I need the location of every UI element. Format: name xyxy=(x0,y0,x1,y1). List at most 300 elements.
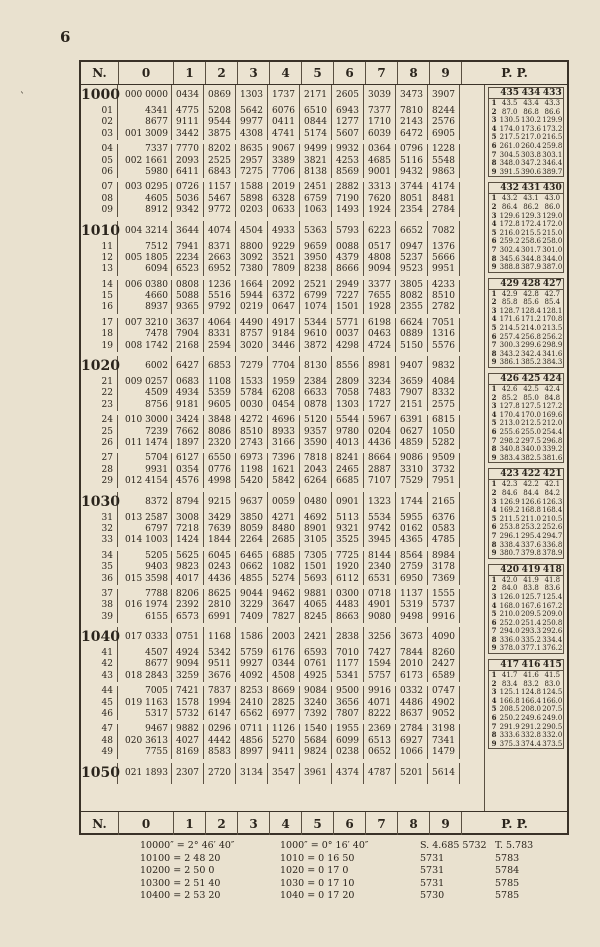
pp-value: 86.2 xyxy=(523,202,539,211)
pp-value: 129.9 xyxy=(542,116,563,125)
table-cell: 2384 xyxy=(304,377,327,388)
table-cell: 4298 xyxy=(336,340,359,351)
table-cell: 9610 xyxy=(304,329,327,340)
table-cell: 0633 xyxy=(272,205,295,216)
table-cell: 4508 xyxy=(272,670,295,681)
table-cell: 005 1805 xyxy=(125,252,168,263)
table-cell: 3424 xyxy=(176,415,199,426)
pp-index: 2 xyxy=(491,487,497,497)
n-cell: 27 xyxy=(101,453,113,464)
digit-column xyxy=(118,763,172,784)
table-cell: 4379 xyxy=(336,252,359,263)
digit-column xyxy=(428,144,460,178)
table-cell: 7396 xyxy=(272,453,295,464)
table-cell: 6991 xyxy=(208,611,231,622)
table-cell: 9544 xyxy=(208,117,231,128)
pp-head: 425 xyxy=(521,374,541,385)
s-value: 5730 xyxy=(420,890,445,901)
table-cell: 6815 xyxy=(432,415,455,426)
table-cell: 0776 xyxy=(208,464,231,475)
table-cell: 5757 xyxy=(368,670,391,681)
table-cell: 9523 xyxy=(400,264,423,275)
seconds-conversion: 10100 = 2 48 20 xyxy=(140,852,221,864)
digit-column xyxy=(118,415,172,449)
table-cell: 7218 xyxy=(176,523,199,534)
table-cell: 7409 xyxy=(240,611,263,622)
table-cell: 6127 xyxy=(176,453,199,464)
table-cell: 5576 xyxy=(432,340,455,351)
pp-value: 129.0 xyxy=(542,211,563,220)
pp-box-header xyxy=(489,469,563,480)
table-cell: 1594 xyxy=(368,659,391,670)
pp-value: 335.2 xyxy=(520,635,542,644)
digit-column xyxy=(268,221,300,242)
table-cell: 1737 xyxy=(272,90,295,100)
pp-box xyxy=(488,278,564,368)
digit-column xyxy=(172,513,204,547)
table-cell: 3234 xyxy=(368,377,391,388)
table-cell: 0203 xyxy=(240,205,263,216)
table-cell: 6510 xyxy=(304,106,327,116)
pp-value: 83.8 xyxy=(523,584,539,593)
table-cell: 8637 xyxy=(400,709,423,720)
table-row-group xyxy=(81,377,484,411)
pp-box xyxy=(488,373,564,463)
digit-column xyxy=(428,589,460,623)
table-cell: 8564 xyxy=(400,550,423,561)
table-cell: 8371 xyxy=(208,241,231,252)
pp-row xyxy=(489,246,563,255)
pp-value: 166.0 xyxy=(542,696,563,705)
table-body xyxy=(81,85,567,811)
pp-value: 344.8 xyxy=(520,254,542,263)
pp-index: 3 xyxy=(491,496,497,506)
digit-column xyxy=(236,106,268,140)
table-cell: 6391 xyxy=(400,415,423,426)
table-cell: 7951 xyxy=(432,476,455,487)
table-cell: 7305 xyxy=(304,550,327,561)
pp-value: 259.2 xyxy=(499,237,520,246)
digit-column xyxy=(396,686,428,720)
pp-index: 7 xyxy=(491,340,497,350)
pp-value: 387.9 xyxy=(520,263,542,272)
table-cell: 6977 xyxy=(272,709,295,720)
pp-index-spacer xyxy=(489,469,499,479)
pp-value: 301.7 xyxy=(520,245,542,254)
table-cell: 8480 xyxy=(272,523,295,534)
pp-value: 249.0 xyxy=(542,714,563,723)
table-cell: 7107 xyxy=(368,476,391,487)
pp-row xyxy=(489,125,563,134)
table-cell: 4808 xyxy=(368,252,391,263)
pp-value: 167.6 xyxy=(520,601,542,610)
table-cell: 1303 xyxy=(336,399,359,410)
table-cell: 8510 xyxy=(240,426,263,437)
table-cell: 1578 xyxy=(176,697,199,708)
table-cell: 1924 xyxy=(368,205,391,216)
table-cell: 6045 xyxy=(208,550,231,561)
table-cell: 6952 xyxy=(208,264,231,275)
pp-value: 296.1 xyxy=(499,531,520,540)
digit-column xyxy=(364,415,396,449)
table-cell: 2720 xyxy=(208,767,231,778)
table-cell: 2340 xyxy=(368,562,391,573)
table-cell: 8757 xyxy=(240,329,263,340)
pp-value: 126.9 xyxy=(499,497,520,506)
t-value: 5785 xyxy=(495,877,520,889)
pp-value: 290.5 xyxy=(542,722,563,731)
digit-column xyxy=(332,763,364,784)
digit-column xyxy=(364,106,396,140)
table-cell: 9181 xyxy=(176,399,199,410)
pp-value: 42.6 xyxy=(501,385,518,394)
n-column xyxy=(81,415,118,449)
pp-row xyxy=(489,445,563,454)
pp-index: 7 xyxy=(491,626,497,636)
table-cell: 6264 xyxy=(304,476,327,487)
table-cell: 3259 xyxy=(176,670,199,681)
table-cell: 3198 xyxy=(432,724,455,735)
pp-index: 3 xyxy=(491,305,497,315)
table-cell: 6465 xyxy=(240,550,263,561)
table-cell: 007 3210 xyxy=(125,317,168,328)
n-cell: 07 xyxy=(101,182,113,193)
pp-value: 85.6 xyxy=(523,298,539,307)
n-column xyxy=(81,513,118,547)
table-cell: 2165 xyxy=(432,496,455,507)
table-cell: 1063 xyxy=(304,205,327,216)
table-cell: 3821 xyxy=(304,155,327,166)
n-column xyxy=(81,453,118,487)
seconds-conversion: 10000″ = 2° 46′ 40″ xyxy=(140,840,235,851)
table-cell: 6112 xyxy=(336,573,359,584)
table-cell: 2392 xyxy=(176,600,199,611)
pp-row xyxy=(489,697,563,706)
n-column xyxy=(81,356,118,377)
digit-column xyxy=(332,182,364,216)
pp-value: 388.8 xyxy=(499,263,520,272)
digit-column xyxy=(428,106,460,140)
n-cell: 37 xyxy=(101,588,113,599)
pp-value: 215.5 xyxy=(520,228,542,237)
pp-value: 42.9 xyxy=(501,289,518,298)
pp-value: 41.5 xyxy=(544,671,561,680)
digit-column xyxy=(428,356,460,377)
pp-value: 85.2 xyxy=(501,393,518,402)
table-cell: 0711 xyxy=(240,724,263,735)
pp-value: 212.0 xyxy=(542,419,563,428)
n-cell: 48 xyxy=(101,735,113,746)
digit-column xyxy=(268,492,300,513)
n-cell: 28 xyxy=(101,464,113,475)
pp-row xyxy=(489,723,563,732)
digit-column xyxy=(172,182,204,216)
table-cell: 1157 xyxy=(208,182,231,193)
pp-value: 345.6 xyxy=(499,254,520,263)
pp-value: 214.5 xyxy=(499,324,520,333)
pp-value: 84.4 xyxy=(523,488,539,497)
pp-index: 4 xyxy=(491,219,497,229)
table-cell: 1126 xyxy=(272,724,295,735)
pp-value: 129.6 xyxy=(499,211,520,220)
digit-column xyxy=(268,686,300,720)
table-cell: 5607 xyxy=(336,128,359,139)
n-column xyxy=(81,724,118,758)
digit-column xyxy=(268,182,300,216)
digit-column xyxy=(332,648,364,682)
table-cell: 0300 xyxy=(336,588,359,599)
table-cell: 9407 xyxy=(400,361,423,372)
pp-index: 2 xyxy=(491,392,497,402)
table-cell: 3166 xyxy=(272,437,295,448)
header-digit: 7 xyxy=(366,62,398,84)
table-row-group xyxy=(81,356,484,377)
table-cell: 9365 xyxy=(176,302,199,313)
pp-value: 250.2 xyxy=(499,714,520,723)
table-cell: 0747 xyxy=(432,686,455,697)
table-cell: 8244 xyxy=(432,106,455,116)
pp-box xyxy=(488,564,564,654)
digit-column xyxy=(236,318,268,352)
digit-column xyxy=(428,513,460,547)
table-cell: 4692 xyxy=(304,512,327,523)
table-cell: 9111 xyxy=(176,117,199,128)
digit-column xyxy=(364,144,396,178)
table-cell: 8372 xyxy=(145,496,168,507)
pp-row xyxy=(489,99,563,108)
table-cell: 6076 xyxy=(272,106,295,116)
table-cell: 5704 xyxy=(145,453,168,464)
table-cell: 5625 xyxy=(176,550,199,561)
table-cell: 4925 xyxy=(304,670,327,681)
pp-value: 217.0 xyxy=(520,133,542,142)
pp-value: 343.2 xyxy=(499,349,520,358)
pp-value: 378.0 xyxy=(499,644,520,653)
n-column xyxy=(81,648,118,682)
table-cell: 0878 xyxy=(304,399,327,410)
table-cell: 2451 xyxy=(304,182,327,193)
digit-column xyxy=(300,106,332,140)
table-cell: 8666 xyxy=(336,264,359,275)
pp-value: 166.8 xyxy=(499,696,520,705)
n-column xyxy=(81,242,118,276)
table-cell: 1710 xyxy=(368,117,391,128)
table-cell: 009 0257 xyxy=(125,377,168,388)
digit-column xyxy=(396,221,428,242)
seconds-conversion: 10400 = 2 53 20 xyxy=(140,890,221,901)
pp-index-spacer xyxy=(489,88,499,98)
digit-column xyxy=(300,415,332,449)
table-cell: 9881 xyxy=(304,588,327,599)
digit-column xyxy=(364,513,396,547)
digit-column xyxy=(428,686,460,720)
digit-column xyxy=(364,686,396,720)
pp-value: 295.4 xyxy=(520,531,542,540)
pp-value: 249.6 xyxy=(520,714,542,723)
table-cell: 7275 xyxy=(240,166,263,177)
digit-column xyxy=(118,85,172,106)
pp-value: 42.5 xyxy=(523,385,539,394)
table-cell: 3945 xyxy=(368,535,391,546)
table-cell: 5980 xyxy=(145,166,168,177)
pp-row xyxy=(489,506,563,515)
pp-value: 213.5 xyxy=(542,324,563,333)
table-cell: 1540 xyxy=(304,724,327,735)
pp-value: 211.0 xyxy=(520,514,542,523)
table-cell: 6797 xyxy=(145,523,168,534)
table-cell: 7279 xyxy=(240,361,263,372)
pp-row xyxy=(489,290,563,299)
table-cell: 9637 xyxy=(240,496,263,507)
pp-head: 434 xyxy=(521,88,541,98)
digit-column xyxy=(300,648,332,682)
pp-row xyxy=(489,220,563,229)
n-cell: 33 xyxy=(101,535,113,546)
table-cell: 1501 xyxy=(336,302,359,313)
table-cell: 1108 xyxy=(208,377,231,388)
digit-column xyxy=(364,627,396,648)
table-cell: 1198 xyxy=(240,464,263,475)
digit-column xyxy=(172,724,204,758)
table-cell: 7639 xyxy=(208,523,231,534)
digit-column xyxy=(118,551,172,585)
table-cell: 8912 xyxy=(145,205,168,216)
pp-index: 8 xyxy=(491,730,497,740)
digit-column xyxy=(204,551,236,585)
digit-column xyxy=(332,356,364,377)
digit-column xyxy=(204,627,236,648)
table-cell: 013 2587 xyxy=(125,512,168,523)
pp-row xyxy=(489,358,563,367)
pp-box xyxy=(488,468,564,558)
n-cell: 22 xyxy=(101,388,113,399)
table-cell: 6633 xyxy=(304,388,327,399)
n-cell: 03 xyxy=(101,128,113,139)
bottom-line xyxy=(140,840,560,853)
pp-row xyxy=(489,229,563,238)
n-cell: 05 xyxy=(101,155,113,166)
table-cell: 4685 xyxy=(368,155,391,166)
digit-column xyxy=(172,627,204,648)
pp-value: 294.0 xyxy=(499,627,520,636)
table-cell: 8332 xyxy=(432,388,455,399)
pp-index: 5 xyxy=(491,513,497,523)
table-cell: 2759 xyxy=(400,562,423,573)
digit-column xyxy=(428,85,460,106)
table-cell: 9832 xyxy=(432,361,455,372)
digit-column xyxy=(300,724,332,758)
pp-value: 212.5 xyxy=(520,419,542,428)
digit-column xyxy=(364,763,396,784)
table-cell: 4917 xyxy=(272,317,295,328)
digit-column xyxy=(204,648,236,682)
n-column xyxy=(81,492,118,513)
table-cell: 8984 xyxy=(432,550,455,561)
table-cell: 2421 xyxy=(304,632,327,643)
pp-head: 422 xyxy=(521,469,541,480)
table-cell: 0088 xyxy=(336,241,359,252)
pp-index: 6 xyxy=(491,427,497,436)
table-cell: 6973 xyxy=(240,453,263,464)
table-cell: 001 3009 xyxy=(125,128,168,139)
table-cell: 8130 xyxy=(304,361,327,372)
digit-column xyxy=(268,724,300,758)
table-cell: 6376 xyxy=(432,512,455,523)
digit-column xyxy=(236,144,268,178)
table-cell: 8253 xyxy=(240,686,263,697)
pp-value: 385.2 xyxy=(520,358,542,367)
digit-column xyxy=(300,85,332,106)
digit-column xyxy=(172,356,204,377)
table-cell: 8169 xyxy=(176,747,199,758)
pp-box xyxy=(488,182,564,272)
pp-value: 41.9 xyxy=(523,575,539,584)
table-cell: 4308 xyxy=(240,128,263,139)
table-cell: 7380 xyxy=(240,264,263,275)
table-cell: 7725 xyxy=(336,550,359,561)
table-cell: 2410 xyxy=(240,697,263,708)
pp-value: 390.6 xyxy=(520,167,542,176)
header-digit: 5 xyxy=(302,812,334,835)
table-cell: 4090 xyxy=(432,632,455,643)
table-cell: 7655 xyxy=(368,291,391,302)
table-cell: 3590 xyxy=(304,437,327,448)
table-cell: 4253 xyxy=(336,155,359,166)
pp-index: 3 xyxy=(491,210,497,220)
table-cell: 0030 xyxy=(240,399,263,410)
digit-column xyxy=(428,492,460,513)
table-cell: 1727 xyxy=(368,399,391,410)
digit-column xyxy=(118,724,172,758)
digit-column xyxy=(118,106,172,140)
digit-column xyxy=(300,627,332,648)
table-cell: 9321 xyxy=(336,523,359,534)
pp-value: 124.5 xyxy=(542,688,563,697)
table-cell: 4233 xyxy=(432,279,455,290)
table-cell: 5944 xyxy=(240,291,263,302)
pp-value: 41.7 xyxy=(501,671,518,680)
digit-column xyxy=(364,648,396,682)
table-cell: 002 1661 xyxy=(125,155,168,166)
table-cell: 8569 xyxy=(336,166,359,177)
n-column xyxy=(81,221,118,242)
table-cell: 7512 xyxy=(145,241,168,252)
table-cell: 2887 xyxy=(368,464,391,475)
table-cell: 4605 xyxy=(145,193,168,204)
table-cell: 3256 xyxy=(368,632,391,643)
pp-head: 427 xyxy=(542,278,562,289)
table-cell: 7818 xyxy=(304,453,327,464)
pp-value: 83.2 xyxy=(523,679,539,688)
digit-column xyxy=(332,106,364,140)
digit-column xyxy=(172,686,204,720)
table-cell: 8144 xyxy=(368,550,391,561)
pp-value: 303.8 xyxy=(520,150,542,159)
table-cell: 8800 xyxy=(240,241,263,252)
table-cell: 2171 xyxy=(304,90,327,100)
table-cell: 4660 xyxy=(145,291,168,302)
pp-index: 1 xyxy=(491,193,497,203)
table-cell: 5120 xyxy=(304,415,327,426)
table-cell: 7770 xyxy=(176,144,199,155)
digit-column xyxy=(204,242,236,276)
table-cell: 9932 xyxy=(336,144,359,155)
table-cell: 2168 xyxy=(176,340,199,351)
pp-value: 85.4 xyxy=(544,298,561,307)
table-cell: 8331 xyxy=(208,329,231,340)
table-cell: 8625 xyxy=(208,588,231,599)
table-cell: 8669 xyxy=(272,686,295,697)
